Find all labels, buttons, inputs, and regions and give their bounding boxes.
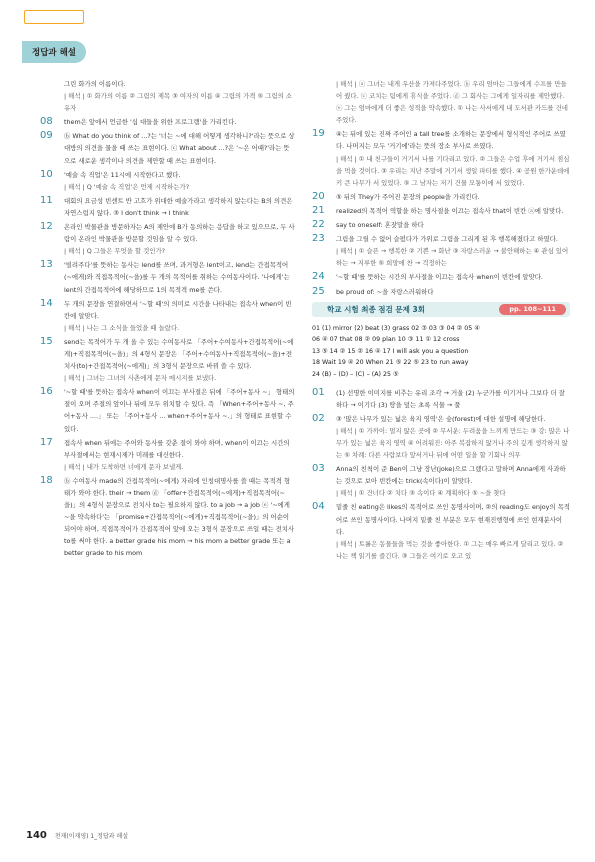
item-text: '예술 속 직업'은 11시에 시작한다고 했다. [64, 170, 181, 179]
item-translation: | 해석 | ① 가까이: 멀지 않은 곳에 ② 무서운: 두려움을 느끼게 만드는 ③ 강: 많은 나무가 있는 넓은 육지 영역 ④ 어려워진: 아주 복잡하지 않거나 주의 깊게 생각하지 않는 ⑤ 차례: 다른 사람보다 앞서거나 뒤에 어떤 일을 할 기회나 의무 [336, 426, 570, 460]
item-text: ⑤ 뒤의 They가 주어진 문장의 people을 가리킨다. [336, 192, 480, 201]
item-text: 두 개의 문장을 연결하면서 '~할 때'의 의미로 시간을 나타내는 접속사 when이 빈칸에 알맞다. [64, 299, 292, 320]
item-text: say to oneself: 혼잣말을 하다 [336, 221, 424, 230]
answer-item [40, 475, 295, 560]
item-text: send는 목적어가 두 개 올 수 있는 수여동사로 「주어+수여동사+간접목적어(~에게)+직접목적어(~을)」의 4형식 문장은 「주어+수여동사+직접목적어(~을)+전치사(to)+간접목적어(~에게)」의 3형식 문장으로 바꿔 쓸 수 있다. [64, 337, 294, 371]
item-number: 15 [40, 335, 53, 347]
item-translation: | 해석 | ⓐ 그녀는 내게 우산을 가져다주었다. ⓑ 우리 엄마는 그들에게 수프를 만들어 줬다. ⓒ 코치는 팀에게 휴식을 주었다. ⓓ 그 회사는 그에게 일자리를 제안했다. ⓔ 그는 엄마에게 더 좋은 성적을 약속했다. ① 나는 사서에게 내 도서관 카드를 건네 주었다. [336, 80, 568, 125]
item-text: ④는 뒤에 있는 진짜 주어인 a tall tree를 소개하는 문장에서 형식적인 주어로 쓰였다. 나머지는 모두 '거기에'라는 뜻의 장소 부사로 쓰였다. [336, 130, 566, 151]
item-number: 24 [312, 271, 325, 283]
answer-item [312, 463, 570, 499]
item-number: 21 [312, 204, 325, 216]
answer-line: 01 (1) mirror (2) beat (3) grass 02 ③ 03 ③ 04 ② 05 ④ [312, 324, 480, 332]
answer-item [40, 336, 295, 384]
item-number: 09 [40, 130, 53, 142]
item-translation: | 해석 | 그녀는 그녀의 사촌에게 문자 메시지를 보냈다. [64, 374, 217, 383]
answer-item [40, 130, 295, 166]
item-number: 14 [40, 297, 53, 309]
item-translation: | 해석 | ① 내 친구들이 거기서 나를 기다리고 있다. ② 그들은 수업 후에 거기서 점심을 먹을 것이다. ③ 우리는 지난 주말에 거기서 생일 파티를 했다. ④ 공원 한가운데에 키 큰 나무가 서 있었다. ⑤ 그 남자는 저기 건물 모퉁이에 서 있었다. [336, 154, 570, 187]
header-tab [24, 10, 84, 24]
item-text: ⓑ What do you think of ...?는 '너는 ~에 대해 어떻게 생각하니?'라는 뜻으로 상대방의 의견을 물을 때 쓰는 표현이다. ⓒ What about ...?은 '~은 어때?'라는 뜻으로 새로운 생각이나 의견을 제안할 때 쓰는 표현이다. [64, 132, 295, 165]
item-text: '빌려주다'를 뜻하는 동사는 lend를 쓰며, 과거형은 lent이고, lend는 간접목적어(~에게)와 직접목적어(~을)를 두 개의 목적어를 취하는 수여동사이다. '나에게'는 lent의 간접목적어에 해당하므로 1의 목적격 me를 쓴다. [64, 261, 290, 294]
item-text: 밑줄 친 eating은 likes의 목적어로 쓰인 동명사이며, ②의 reading도 enjoy의 목적어로 쓰인 동명사이다. 나머지 밑줄 친 부분은 모두 현재진행형에 쓰인 현재분사이다. [336, 503, 570, 536]
item-translation: | 해석 | ① 슬픈 → 행복한 ② 기쁜 → 화난 ③ 자랑스러운 → 불안해하는 ④ 관심 있어 하는 → 지루한 ⑤ 희망에 찬 → 걱정하는 [336, 247, 569, 268]
answer-item [312, 501, 570, 561]
item-translation: | 해석 | ① 화가의 이름 ② 그림의 제목 ③ 여자의 이름 ④ 그림의 가격 ⑤ 그림의 소유자 [64, 92, 292, 113]
item-text: Anna의 친척이 준 Ben이 그냥 장난(joke)으로 그랬다고 말하며 Anna에게 사과하는 것으로 보아 빈칸에는 trick(속이다)이 알맞다. [336, 465, 566, 486]
item-number: 17 [40, 436, 53, 448]
answer-line: 13 ⑤ 14 ② 15 ② 16 ④ 17 I will ask you a question [312, 347, 469, 355]
item-translation: | 해석 | 나는 그 소식을 들었을 때 놀랐다. [64, 323, 180, 332]
answer-item [40, 298, 295, 334]
item-number: 13 [40, 259, 53, 271]
item-number: 16 [40, 386, 53, 398]
item-number: 19 [312, 128, 325, 140]
answer-line: 06 ④ 07 that 08 ② 09 plan 10 ③ 11 ① 12 cross [312, 336, 460, 344]
right-items [312, 78, 570, 298]
answer-item [312, 387, 570, 411]
item-number: 04 [312, 501, 325, 513]
left-column [40, 78, 295, 562]
answer-line: 18 Wait 19 ④ 20 When 21 ⑤ 22 ⑤ 23 to run away [312, 359, 469, 367]
section-label: 정답과 해설 [22, 41, 86, 63]
test-explanations [312, 387, 570, 562]
answer-item [40, 78, 295, 114]
answer-item [312, 286, 570, 298]
answer-item [312, 191, 570, 203]
answer-item [312, 271, 570, 283]
item-number: 23 [312, 233, 325, 245]
item-number: 25 [312, 285, 325, 297]
item-text: 온라인 박물관을 방문하자는 A의 제안에 B가 동의하는 응답을 하고 있으므로, 두 사람이 온라인 박물관을 방문할 것임을 알 수 있다. [64, 223, 295, 244]
item-translation: | 해석 | ① 건너다 ② 치다 ③ 속이다 ④ 계획하다 ⑤ ~을 찾다 [336, 489, 506, 498]
test-pages: pp. 108~111 [499, 304, 566, 315]
answer-key [312, 323, 570, 381]
footer [26, 830, 128, 841]
item-text: ③ '많은 나무가 있는 넓은 육지 영역'은 숲(forest)에 대한 설명에 해당한다. [336, 414, 546, 423]
item-text: '~할 때'를 뜻하는 시간의 부사절을 이끄는 접속사 when이 빈칸에 알맞다. [336, 273, 543, 282]
item-text: 대회의 요금성 빈센트 반 고흐가 위대한 예술가라고 생각하지 않는다는 B의 의견은 자연스럽지 않다. ③ I don't think → I think [64, 196, 293, 217]
page-number: 140 [26, 830, 47, 841]
answer-item [312, 413, 570, 461]
answer-item [312, 205, 570, 217]
answer-item [40, 195, 295, 219]
answer-item [312, 128, 570, 188]
item-text: ⓑ 수여동사 made의 간접목적어(~에게) 자리에 인칭대명사를 쓸 때는 목적격 형태가 와야 한다. their → them ⓓ 「offer+간접목적어(~에게)+직접목적어(~을)」의 4형식 문장으로 전치사 to는 필요하지 않다. to a job → a job ⓔ '~에게 ~을 약속하다'는 「promise+간접목적어(~에게)+직접목적어(~을)」의 어순이 되어야 하며, 직접목적어가 간접목적어 앞에 오는 3형식 문장으로 쓰일 때는 전치사 to를 써야 한다. a better grade his mom → his mom a better grade 또는 a better grade to his mom [64, 476, 295, 558]
item-number: 12 [40, 221, 53, 233]
item-number: 22 [312, 219, 325, 231]
answer-item [40, 437, 295, 473]
item-number: 08 [40, 116, 53, 128]
answer-item [312, 233, 570, 269]
item-number: 03 [312, 463, 325, 475]
item-number: 10 [40, 168, 53, 180]
answer-item [312, 219, 570, 231]
test-banner [312, 302, 570, 317]
item-text: realized의 목적어 역할을 하는 명사절을 이끄는 접속사 that이 빈칸 ⓐ에 알맞다. [336, 206, 564, 215]
item-text: 그림을 그릴 수 없어 슬펐다가 가위로 그림을 그리게 된 후 행복해졌다고 하였다. [336, 235, 558, 244]
item-translation: | 해석 | Q '예술 속 직업'은 언제 시작하는가? [64, 182, 190, 191]
item-translation: | 해석 | 내가 도착하면 너에게 문자 보낼게. [64, 462, 184, 471]
item-number: 02 [312, 412, 325, 424]
item-number: 01 [312, 386, 325, 398]
item-text: 접속사 when 뒤에는 주어와 동사를 갖춘 절이 와야 하며, when이 이끄는 시간의 부사절에서는 현재시제가 미래를 대신한다. [64, 438, 290, 459]
answer-item [40, 386, 295, 434]
answer-item [40, 116, 295, 128]
answer-line: 24 (B) – (D) – (C) – (A) 25 ⑤ [312, 370, 399, 378]
item-number: 11 [40, 194, 53, 206]
answer-item [40, 259, 295, 295]
item-number: 18 [40, 474, 53, 486]
item-text: 그린 화가의 이름이다. [64, 80, 126, 88]
item-text: (1) 선명한 이미지를 비추는 유리 조각 → 거울 (2) 누군가를 이기거나 그보다 더 잘하다 → 이기다 (3) 땅을 덮는 초록 식물 → 풀 [336, 388, 565, 409]
answer-item [40, 169, 295, 193]
item-translation: | 해석 | Q 그들은 무엇을 할 것인가? [64, 247, 166, 256]
item-translation: | 해석 | 트롤은 동물들을 먹는 것을 좋아한다. ① 그는 매우 빠르게 달리고 있다. ② 나는 책 읽기를 즐긴다. ③ 그들은 여기로 오고 있 [336, 539, 564, 560]
item-number: 20 [312, 190, 325, 202]
footer-text: 천재(이재영) 1_정답과 해설 [54, 833, 129, 840]
answer-item [40, 221, 295, 257]
answer-item [312, 78, 570, 126]
right-column [312, 78, 570, 564]
item-text: them은 앞에서 언급한 '십 대들을 위한 프로그램'을 가리킨다. [64, 118, 237, 127]
item-text: '~할 때'를 뜻하는 접속사 when이 이끄는 부사절은 뒤에 「주어+동사 ~」 형태의 절이 오며 주절의 앞이나 뒤에 모두 위치할 수 있다. 즉 「When+주어+동사 ~, 주어+동사 ....」 또는 「주어+동사 ... when+주어+동사 ~.」의 형태로 표현할 수 있다. [64, 388, 295, 433]
item-text: be proud of: ~을 자랑스러워하다 [336, 287, 434, 296]
test-title: 학교 시험 최종 점검 문제 3회 [327, 304, 425, 314]
